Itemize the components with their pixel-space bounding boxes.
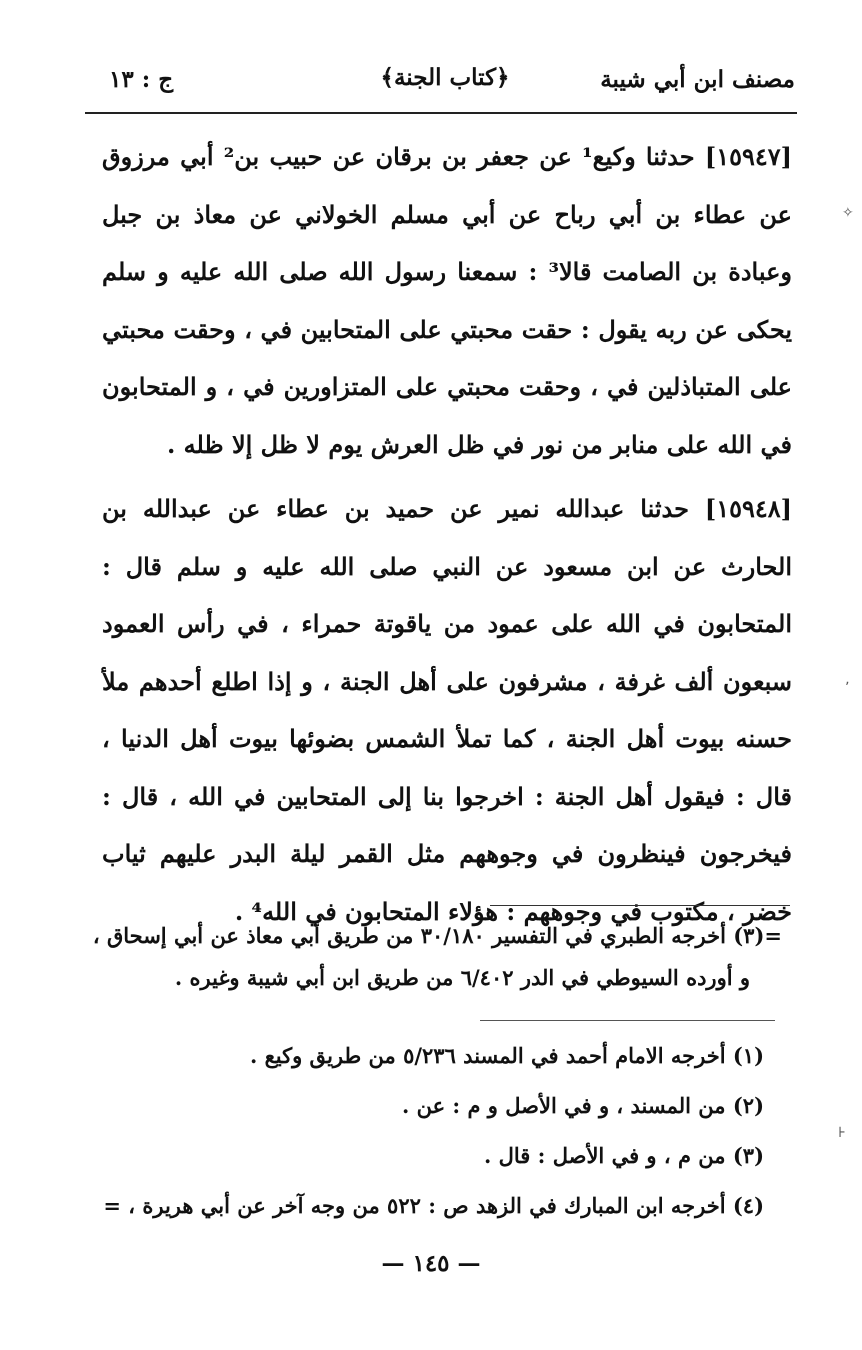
footnote-2: (٢) من المسند ، و في الأصل و م : عن . [401,1093,764,1118]
book-title: مصنف ابن أبي شيبة [600,66,795,93]
hadith-15948: [١٥٩٤٨] حدثنا عبدالله نمير عن حميد بن عطاء عن عبدالله بن الحارث عن ابن مسعود عن النبي صلى الله عليه و سلم قال : المتحابون في الله على عمود من ياقوتة حمراء ، في رأس العمود سبعون ألف غرفة ، مشرفون على أهل الجنة ، و إذا اطلع أحدهم ملأ حسنه بيوت أهل الجنة ، كما تملأ الشمس بضوئها بيوت أهل الدنيا ، قال : فيقول أهل الجنة : اخرجوا بنا إلى المتحابين في الله ، قال : فيخرجون فينظرون في وجوههم مثل القمر ليلة البدر عليهم ثياب خضر ، مكتوب في وجوههم : هؤلاء المتحابون في الله⁴ . [102,494,792,926]
footnote-4: (٤) أخرجه ابن المبارك في الزهد ص : ٥٢٢ من وجه آخر عن أبي هريرة ، = [103,1193,764,1218]
header-divider [85,112,797,114]
page-number: — ١٤٥ — [381,1250,481,1277]
margin-mark: ٬ [845,680,850,696]
hadith-15947: [١٥٩٤٧] حدثنا وكيع¹ عن جعفر بن برقان عن حبيب بن² أبي مرزوق عن عطاء بن أبي رباح عن أبي مسلم الخولاني عن معاذ بن جبل وعبادة بن الصامت قالا³ : سمعنا رسول الله صلى الله عليه و سلم يحكى عن ربه يقول : حقت محبتي على المتحابين في ، وحقت محبتي على المتباذلين في ، وحقت محبتي على المتزاورين في ، و المتحابون في الله على منابر من نور في ظل العرش يوم لا ظل إلا ظله . [102,142,792,459]
footnote-divider [490,905,790,906]
footnote-1: (١) أخرجه الامام أحمد في المسند ٥/٢٣٦ من طريق وكيع . [249,1043,764,1068]
footnote-continued-line-2: و أورده السيوطي في الدر ٦/٤٠٢ من طريق ابن أبي شيبة وغيره . [174,965,750,990]
margin-mark: ⊦ [838,1125,846,1141]
footnote-continued-line-1: =(٣) أخرجه الطبري في التفسير ٣٠/١٨٠ من طريق أبي معاذ عن أبي إسحاق ، [92,923,782,948]
running-header [95,62,795,102]
margin-mark: ✧ [842,205,854,221]
footnote-3: (٣) من م ، و في الأصل : قال . [484,1143,764,1168]
volume-number: ج : ١٣ [109,66,174,93]
chapter-title: ﴿كتاب الجنة﴾ [380,64,510,91]
footnote-section-divider [480,1020,775,1021]
